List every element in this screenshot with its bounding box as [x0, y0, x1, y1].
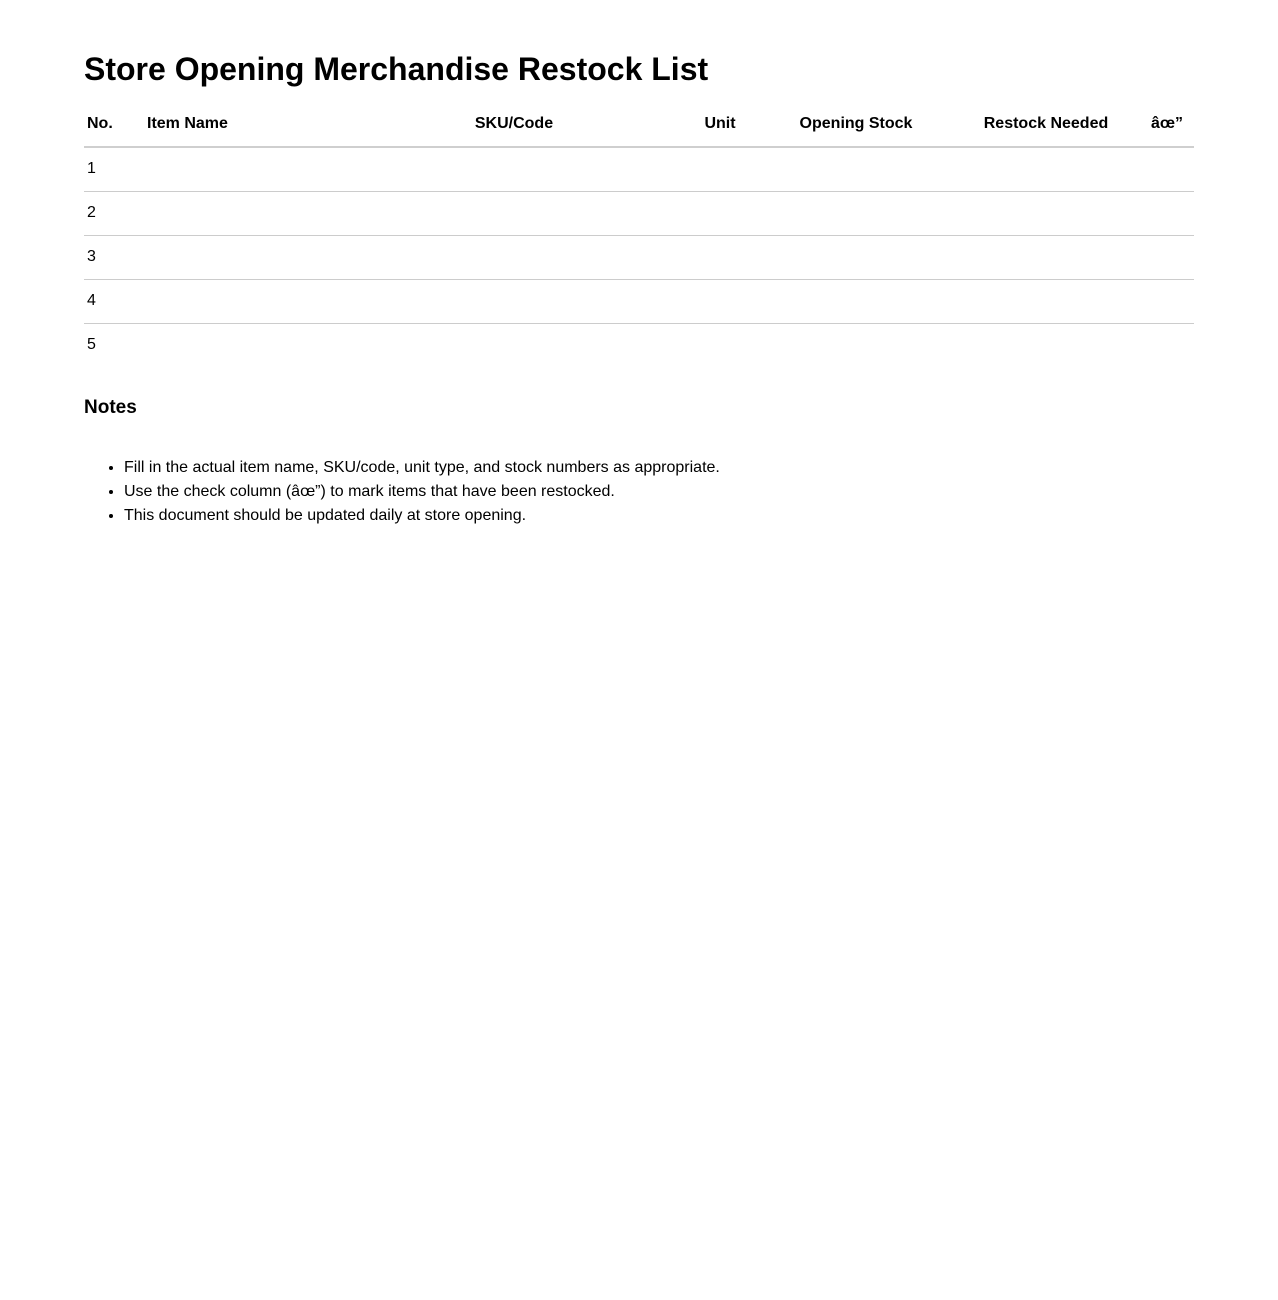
opening-stock-cell — [760, 279, 952, 323]
notes-heading: Notes — [84, 396, 137, 418]
unit-cell — [680, 279, 760, 323]
table-row — [84, 323, 1194, 367]
item-name-cell — [144, 147, 348, 192]
check-cell — [1140, 191, 1194, 235]
item-name-cell — [144, 279, 348, 323]
note-item: • Use the check column (âœ”) to mark items that have been restocked. — [124, 480, 1194, 504]
row-number-cell: 2 — [84, 191, 144, 235]
check-cell — [1140, 235, 1194, 279]
notes-list — [84, 456, 1194, 528]
unit-cell — [680, 235, 760, 279]
table-row — [84, 191, 1194, 235]
row-number-cell: 4 — [84, 279, 144, 323]
unit-cell — [680, 323, 760, 367]
row-number-cell: 1 — [87, 160, 96, 178]
note-item: • Fill in the actual item name, SKU/code, unit type, and stock numbers as appropriate. — [124, 456, 1194, 480]
row-number-cell: 5 — [84, 323, 144, 367]
item-name-cell — [144, 235, 348, 279]
check-cell — [1140, 147, 1194, 192]
restock-needed-cell — [952, 235, 1140, 279]
unit-cell — [680, 191, 760, 235]
column-header-check: âœ” — [1140, 103, 1194, 147]
sku-code-cell — [348, 191, 680, 235]
restock-needed-cell — [952, 147, 1140, 192]
sku-code-cell — [348, 235, 680, 279]
item-name-cell — [144, 191, 348, 235]
opening-stock-cell — [760, 147, 952, 192]
item-name-cell — [144, 323, 348, 367]
column-header-no: No. — [84, 103, 144, 147]
column-header-opening-stock: Opening Stock — [760, 103, 952, 147]
column-header-unit: Unit — [680, 103, 760, 147]
restock-needed-cell — [952, 191, 1140, 235]
column-header-restock-needed: Restock Needed — [952, 103, 1140, 147]
sku-code-cell — [348, 323, 680, 367]
note-item: • This document should be updated daily at store opening. — [124, 504, 1194, 528]
column-header-sku-code: SKU/Code — [348, 103, 680, 147]
table-header-row — [84, 103, 1194, 147]
table-row — [84, 235, 1194, 279]
row-number-cell: 3 — [84, 235, 144, 279]
opening-stock-cell — [760, 323, 952, 367]
sku-code-cell — [348, 279, 680, 323]
unit-cell — [680, 147, 760, 192]
opening-stock-cell — [760, 191, 952, 235]
column-header-item-name: Item Name — [144, 103, 348, 147]
restock-table — [84, 103, 1194, 367]
sku-code-cell — [348, 147, 680, 192]
check-cell — [1140, 279, 1194, 323]
table-row — [84, 279, 1194, 323]
opening-stock-cell — [760, 235, 952, 279]
restock-needed-cell — [952, 323, 1140, 367]
table-row — [84, 147, 1194, 192]
page-title: Store Opening Merchandise Restock List — [84, 51, 709, 87]
check-cell — [1140, 323, 1194, 367]
restock-needed-cell — [952, 279, 1140, 323]
